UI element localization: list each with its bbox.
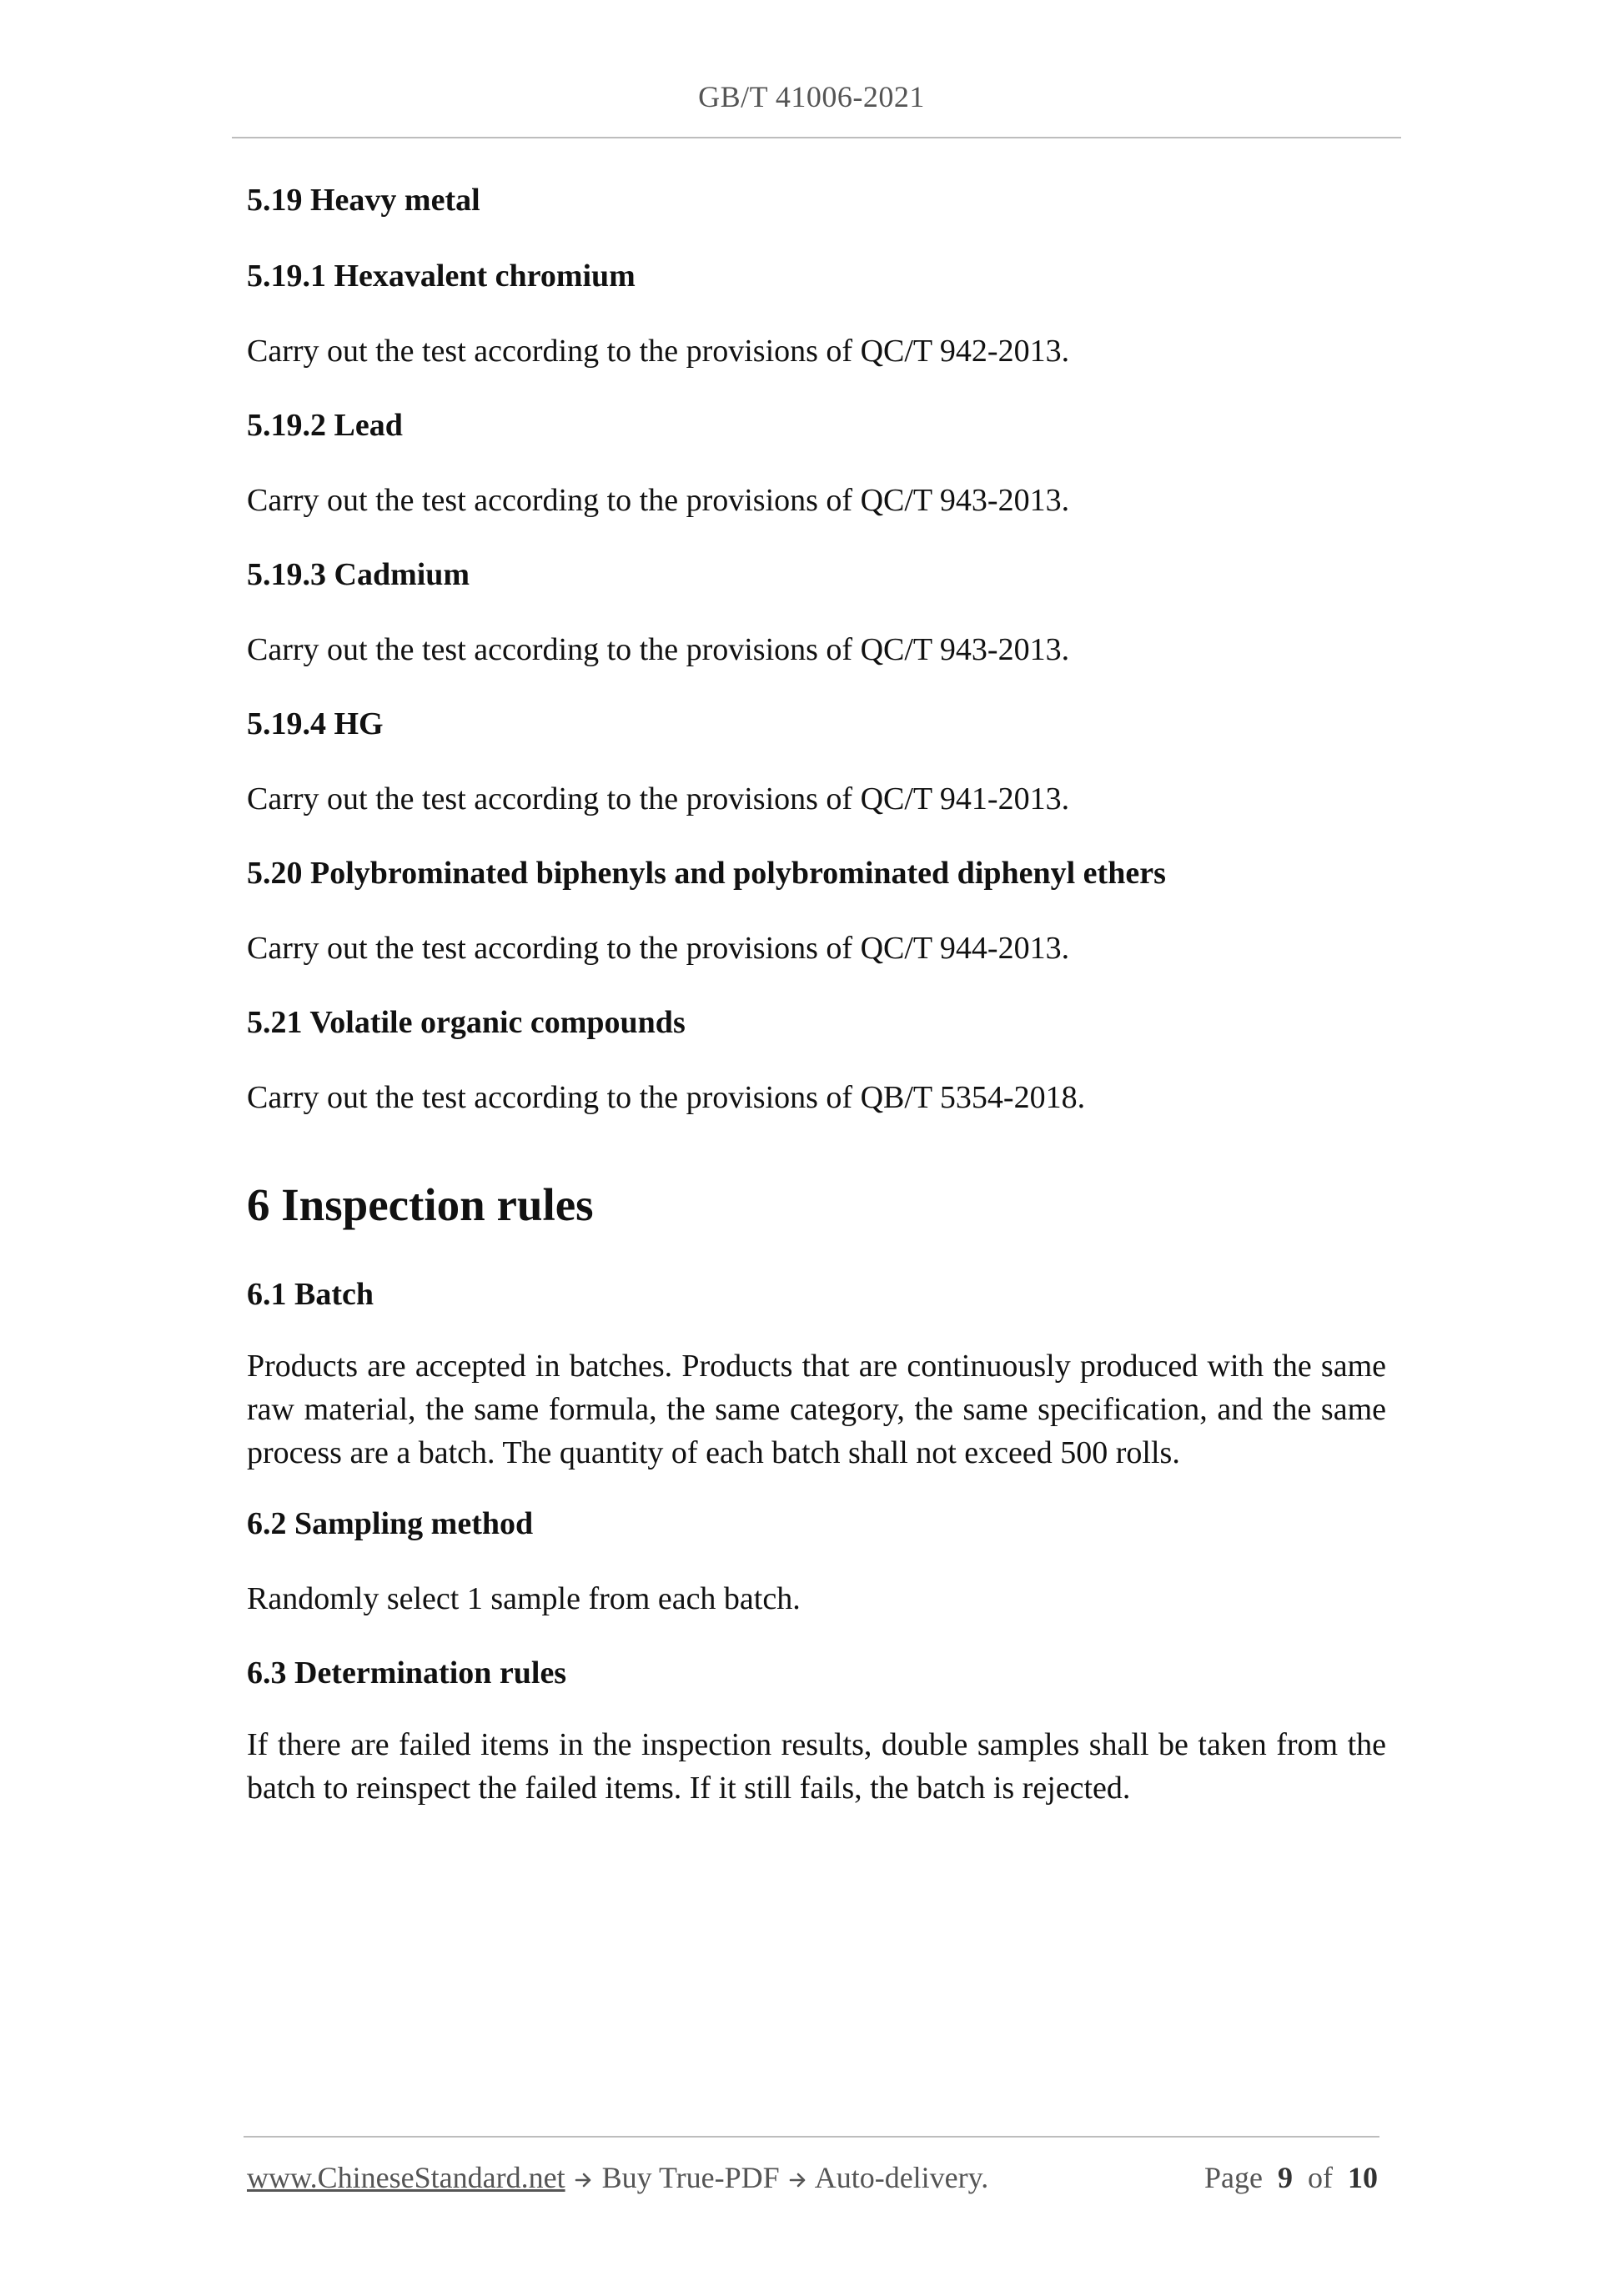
section-heading-5-19: 5.19 Heavy metal [247,183,480,218]
section-text-5-19-1: Carry out the test according to the provisions of QC/T 942-2013. [247,334,1070,369]
right-arrow-icon [573,2160,595,2195]
of-label: of [1308,2161,1333,2194]
section-heading-6-3: 6.3 Determination rules [247,1655,567,1691]
right-arrow-icon [787,2160,809,2195]
page-label: Page [1204,2161,1263,2194]
section-text-5-20: Carry out the test according to the provisions of QC/T 944-2013. [247,931,1070,966]
section-text-5-19-3: Carry out the test according to the provisions of QC/T 943-2013. [247,632,1070,667]
document-body [247,175,1386,1810]
section-heading-5-20: 5.20 Polybrominated biphenyls and polybrominated diphenyl ethers [247,856,1166,891]
page-number [1204,2160,1378,2195]
section-text-6-3: If there are failed items in the inspection results, double samples shall be taken from the batch to reinspect the failed items. If it still fails, the batch is rejected. [247,1727,1386,1806]
section-text-5-21: Carry out the test according to the provisions of QB/T 5354-2018. [247,1080,1086,1115]
section-heading-5-19-2: 5.19.2 Lead [247,408,403,443]
section-heading-6-1: 6.1 Batch [247,1277,374,1312]
section-heading-5-19-1: 5.19.1 Hexavalent chromium [247,259,636,294]
footer-divider [244,2136,1379,2138]
total-pages: 10 [1348,2161,1378,2194]
buy-pdf-text: Buy True-PDF [601,2161,780,2194]
footer-promo [247,2160,988,2195]
section-heading-5-21: 5.21 Volatile organic compounds [247,1005,686,1040]
section-heading-5-19-4: 5.19.4 HG [247,706,384,741]
section-text-5-19-4: Carry out the test according to the provisions of QC/T 941-2013. [247,781,1070,816]
section-heading-6-2: 6.2 Sampling method [247,1506,534,1541]
auto-delivery-text: Auto-delivery. [814,2161,989,2194]
website-link[interactable]: www.ChineseStandard.net [247,2161,565,2194]
chapter-title-6: 6 Inspection rules [247,1179,594,1230]
header-divider [232,137,1401,138]
section-text-6-1: Products are accepted in batches. Products that are continuously produced with the same raw material, the same formula, the same category, the same specification, and the same process are a batch. The quantity of each batch shall not exceed 500 rolls. [247,1349,1386,1470]
section-text-5-19-2: Carry out the test according to the provisions of QC/T 943-2013. [247,483,1070,518]
section-heading-5-19-3: 5.19.3 Cadmium [247,557,470,592]
current-page: 9 [1278,2161,1293,2194]
document-header-code: GB/T 41006-2021 [698,80,925,113]
page-footer [247,2160,1378,2198]
section-text-6-2: Randomly select 1 sample from each batch. [247,1581,801,1616]
